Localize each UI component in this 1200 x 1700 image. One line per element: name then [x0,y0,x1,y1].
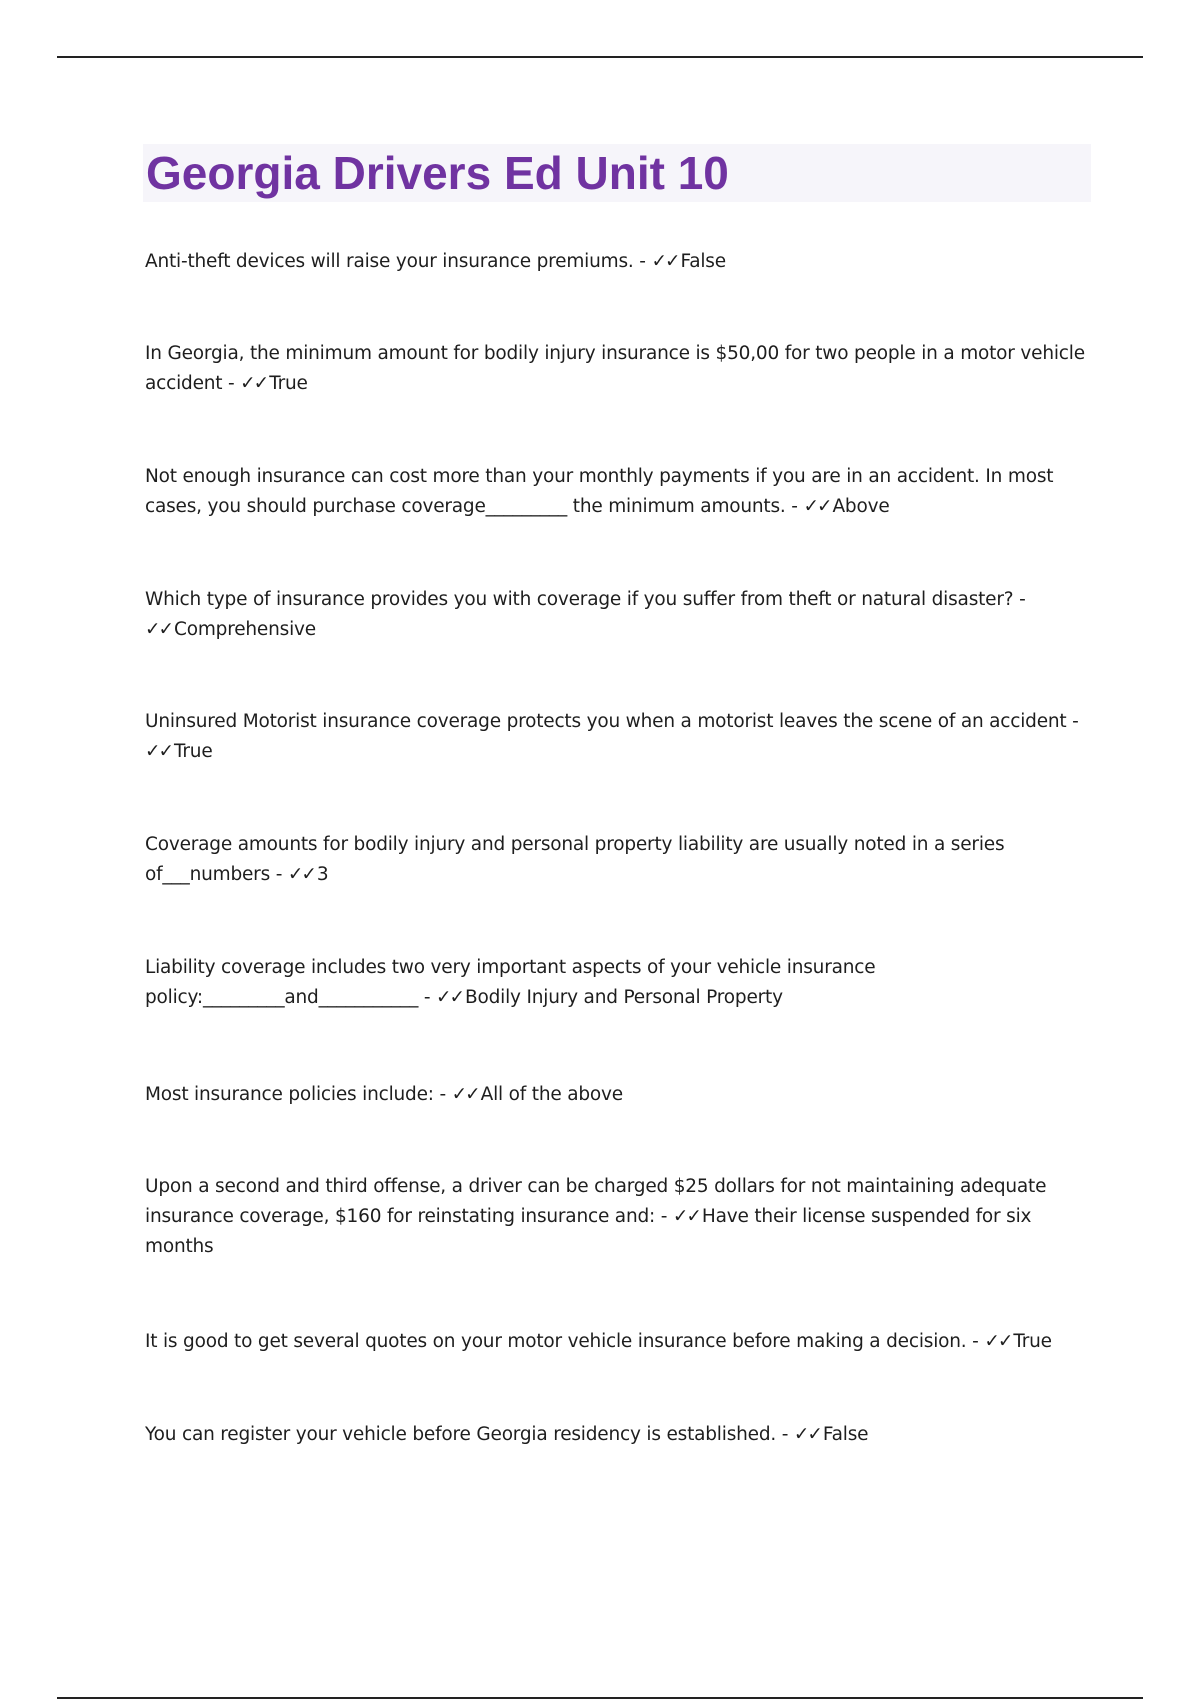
answer-text: 3 [316,864,329,885]
answer-text: Have their license suspended for six months [145,1206,1032,1257]
answer-text: False [822,1424,869,1445]
qa-item-1 [145,247,1085,277]
double-check-icon: ✓✓ [145,619,173,640]
separator: - [1013,589,1026,610]
question-text: Uninsured Motorist insurance coverage protects you when a motorist leaves the scene of an accident [145,711,1067,732]
question-text: It is good to get several quotes on your motor vehicle insurance before making a decision. [145,1331,967,1352]
separator: - [433,1084,452,1105]
double-check-icon: ✓✓ [803,496,831,517]
question-text: Coverage amounts for bodily injury and personal property liability are usually noted in a series of___numbers [145,834,1005,885]
double-check-icon: ✓✓ [672,1206,700,1227]
separator: - [222,373,241,394]
double-check-icon: ✓✓ [436,987,464,1008]
double-check-icon: ✓✓ [793,1424,821,1445]
page-title: Georgia Drivers Ed Unit 10 [146,147,729,199]
qa-item-7 [145,953,1085,1013]
question-text: Most insurance policies include: [145,1084,434,1105]
qa-item-10 [145,1327,1085,1357]
qa-item-11 [145,1420,1085,1450]
double-check-icon: ✓✓ [145,741,173,762]
answer-text: False [680,251,726,272]
separator: - [1066,711,1079,732]
qa-item-2 [145,339,1085,399]
qa-item-3 [145,462,1085,522]
separator: - [270,864,288,885]
separator: - [966,1331,985,1352]
separator: - [776,1424,794,1445]
double-check-icon: ✓✓ [984,1331,1012,1352]
answer-text: Bodily Injury and Personal Property [465,987,783,1008]
bottom-rule [57,1697,1143,1699]
qa-item-4 [145,585,1085,645]
answer-text: Above [832,496,890,517]
double-check-icon: ✓✓ [451,1084,479,1105]
top-rule [57,56,1143,58]
question-text: You can register your vehicle before Georgia residency is established. [145,1424,777,1445]
question-text: Which type of insurance provides you with coverage if you suffer from theft or natural disaster? [145,589,1014,610]
double-check-icon: ✓✓ [287,864,315,885]
answer-text: All of the above [480,1084,623,1105]
separator: - [418,987,436,1008]
qa-item-5 [145,707,1085,767]
question-text: Upon a second and third offense, a driver can be charged $25 dollars for not maintaining adequate insurance coverage, $160 for reinstating insurance and: [145,1176,1047,1227]
answer-text: True [174,741,213,762]
answer-text: Comprehensive [174,619,316,640]
question-text: Not enough insurance can cost more than your monthly payments if you are in an accident. In most cases, you should purchase coverage_________ the minimum amounts. [145,466,1054,517]
qa-item-8 [145,1080,1085,1110]
separator: - [655,1206,673,1227]
question-text: In Georgia, the minimum amount for bodily injury insurance is $50,00 for two people in a motor vehicle accident [145,343,1085,394]
double-check-icon: ✓✓ [240,373,268,394]
qa-item-9 [145,1172,1085,1262]
separator: - [785,496,804,517]
double-check-icon: ✓✓ [651,251,679,272]
separator: - [633,251,652,272]
qa-item-6 [145,830,1085,890]
answer-text: True [1013,1331,1052,1352]
question-text: Anti-theft devices will raise your insurance premiums. [145,251,634,272]
answer-text: True [269,373,308,394]
question-text: Liability coverage includes two very important aspects of your vehicle insurance policy:_________and___________ [145,957,876,1008]
